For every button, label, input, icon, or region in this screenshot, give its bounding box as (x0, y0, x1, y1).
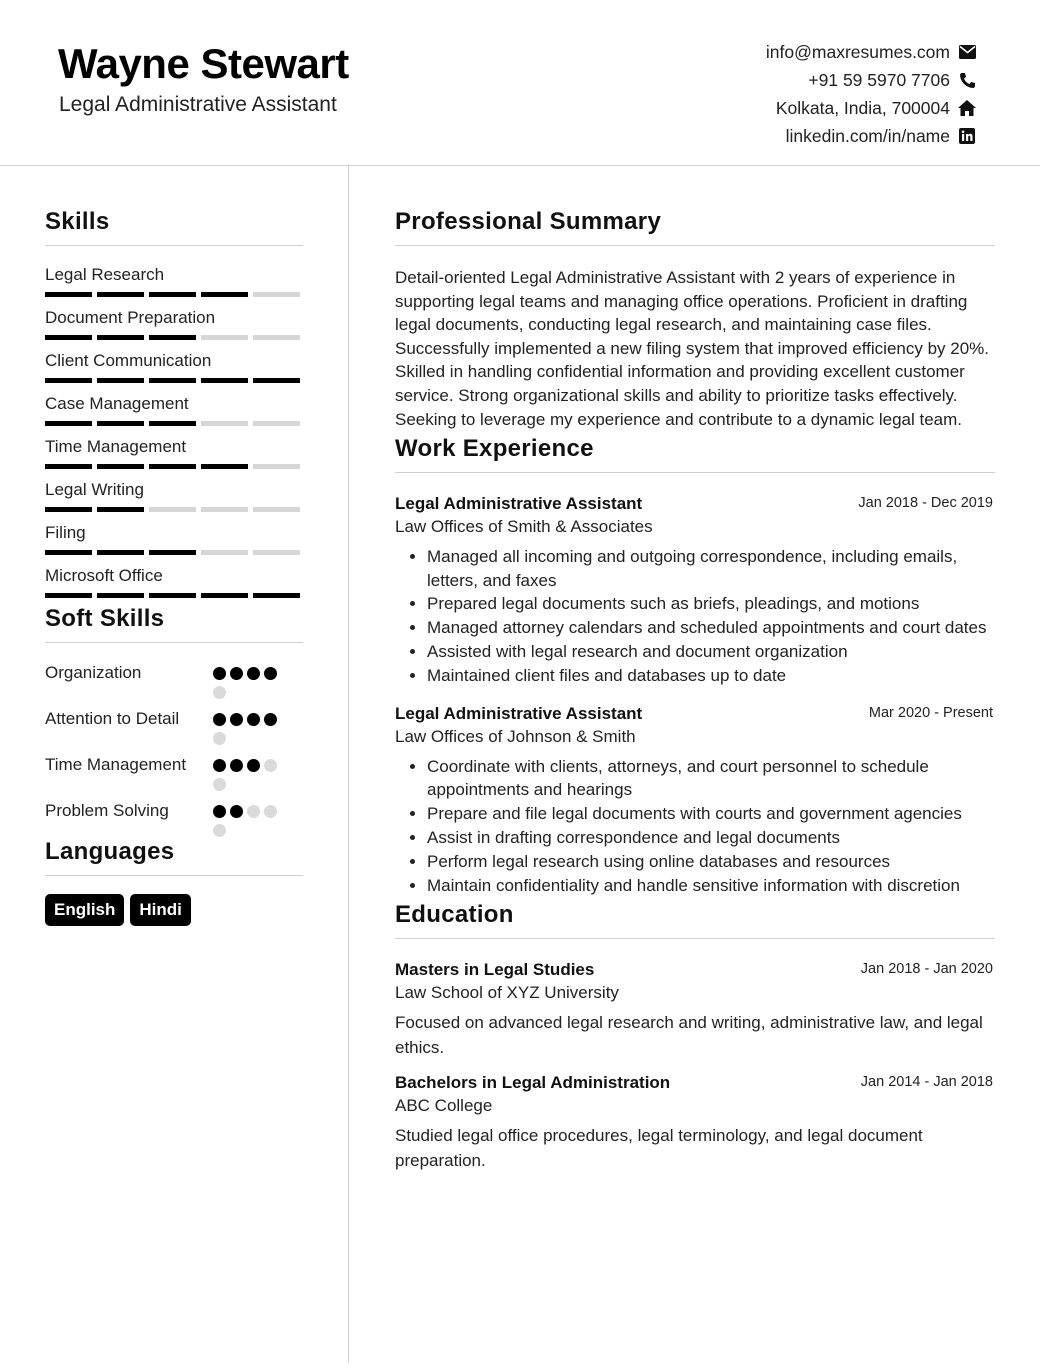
rating-dot (230, 759, 243, 772)
skill-level-bar (45, 593, 303, 598)
skill-item (45, 307, 303, 350)
skill-level-segment (253, 292, 300, 297)
rating-dot (230, 805, 243, 818)
soft-skill-rating (213, 799, 293, 837)
contact-address (766, 94, 976, 122)
rating-dot (264, 805, 277, 818)
skill-level-segment (201, 507, 248, 512)
skill-level-segment (253, 593, 300, 598)
skill-level-segment (45, 550, 92, 555)
job-bullet: • Managed all incoming and outgoing correspondence, including emails, letters, and faxes (427, 545, 995, 592)
skill-level-segment (45, 378, 92, 383)
education-description: Studied legal office procedures, legal terminology, and legal document preparation. (395, 1126, 923, 1170)
rating-dot (247, 713, 260, 726)
job-entry (395, 703, 995, 897)
skill-level-segment (253, 378, 300, 383)
summary-text: Detail-oriented Legal Administrative Assistant with 2 years of experience in supporting legal teams and managing office operations. Proficient in drafting legal documents, conducting legal research, and maintaining case files. Successfully implemented a new filing system that improved efficiency by 20%. Skilled in handling confidential information and providing excellent customer service. Strong organizational skills and ability to prioritize tasks effectively. Seeking to leverage my experience and contribute to a dynamic legal team. (395, 268, 990, 429)
contact-email-text: info@maxresumes.com (765, 41, 950, 62)
soft-skill-name: Time Management (45, 755, 187, 774)
education-entry (395, 1072, 995, 1173)
rating-dot (230, 713, 243, 726)
soft-skill-name: Attention to Detail (45, 709, 180, 728)
resume-header (0, 0, 1040, 166)
skill-level-segment (149, 421, 196, 426)
skill-item (45, 436, 303, 479)
skill-level-segment (253, 464, 300, 469)
education-degree: Bachelors in Legal Administration (395, 1073, 671, 1093)
job-bullet: • Assisted with legal research and document organization (427, 640, 995, 663)
linkedin-icon (958, 127, 976, 145)
contact-linkedin[interactable] (766, 122, 976, 150)
skill-name: Client Communication (45, 351, 212, 370)
skill-level-bar (45, 335, 303, 340)
skill-level-segment (201, 292, 248, 297)
skill-item (45, 393, 303, 436)
soft-skill-item (45, 753, 303, 791)
skill-item (45, 264, 303, 307)
skill-name: Filing (45, 523, 86, 542)
education-heading: Education (395, 901, 995, 939)
skill-level-segment (253, 421, 300, 426)
skill-level-bar (45, 292, 303, 297)
experience-heading: Work Experience (395, 435, 995, 473)
skill-level-segment (97, 335, 144, 340)
job-bullet: • Coordinate with clients, attorneys, and court personnel to schedule appointments and hearings (427, 755, 995, 802)
skill-level-segment (253, 550, 300, 555)
job-bullet: • Prepare and file legal documents with courts and government agencies (427, 802, 995, 825)
skill-level-segment (253, 507, 300, 512)
soft-skill-item (45, 799, 303, 837)
column-divider (348, 166, 349, 1362)
home-icon (958, 99, 976, 117)
skill-level-segment (149, 378, 196, 383)
education-dates: Jan 2018 - Jan 2020 (860, 961, 993, 978)
job-bullet: • Assist in drafting correspondence and legal documents (427, 826, 995, 849)
education-school: Law School of XYZ University (395, 983, 619, 1003)
skill-level-segment (97, 292, 144, 297)
education-entry (395, 959, 995, 1060)
skill-level-segment (45, 421, 92, 426)
candidate-role: Legal Administrative Assistant (59, 93, 337, 116)
right-column (395, 208, 995, 1173)
skill-level-segment (97, 421, 144, 426)
skill-level-segment (201, 593, 248, 598)
rating-dot (213, 805, 226, 818)
skill-level-bar (45, 464, 303, 469)
skill-level-segment (97, 464, 144, 469)
skill-level-segment (97, 550, 144, 555)
skill-item (45, 565, 303, 608)
job-bullet: • Maintained client files and databases up to date (427, 664, 995, 687)
job-bullets (395, 755, 995, 897)
education-description: Focused on advanced legal research and writing, administrative law, and legal ethics. (395, 1013, 983, 1057)
rating-dot (264, 667, 277, 680)
skill-item (45, 522, 303, 565)
skill-level-segment (149, 593, 196, 598)
rating-dot (213, 713, 226, 726)
rating-dot (213, 667, 226, 680)
contact-address-text: Kolkata, India, 700004 (775, 97, 950, 118)
rating-dot (213, 778, 226, 791)
skill-level-segment (149, 464, 196, 469)
skill-level-segment (45, 335, 92, 340)
skill-level-segment (149, 335, 196, 340)
rating-dot (213, 732, 226, 745)
summary-heading: Professional Summary (395, 208, 995, 246)
rating-dot (213, 686, 226, 699)
skill-name: Microsoft Office (45, 566, 163, 585)
rating-dot (264, 759, 277, 772)
skill-level-segment (201, 421, 248, 426)
skill-level-segment (45, 292, 92, 297)
skill-name: Case Management (45, 394, 189, 413)
rating-dot (247, 759, 260, 772)
rating-dot (247, 805, 260, 818)
skill-level-segment (149, 507, 196, 512)
rating-dot (213, 759, 226, 772)
rating-dot (213, 824, 226, 837)
skill-level-segment (97, 593, 144, 598)
language-badge: Hindi (130, 894, 191, 926)
left-column (45, 208, 303, 926)
education-school: ABC College (395, 1096, 493, 1116)
skills-heading: Skills (45, 208, 303, 246)
contact-info (766, 38, 976, 150)
skill-level-segment (97, 378, 144, 383)
contact-phone[interactable] (766, 66, 976, 94)
skill-item (45, 350, 303, 393)
education-list (395, 959, 995, 1173)
rating-dot (247, 667, 260, 680)
soft-skills-heading: Soft Skills (45, 605, 303, 643)
job-dates: Jan 2018 - Dec 2019 (858, 495, 993, 512)
job-bullet: • Perform legal research using online databases and resources (427, 850, 995, 873)
skill-level-segment (201, 464, 248, 469)
skill-item (45, 479, 303, 522)
skill-name: Legal Research (45, 265, 165, 284)
job-company: Law Offices of Johnson & Smith (395, 726, 636, 746)
contact-linkedin-text: linkedin.com/in/name (785, 125, 950, 146)
job-bullet: • Maintain confidentiality and handle sensitive information with discretion (427, 874, 995, 897)
candidate-name: Wayne Stewart (58, 40, 349, 87)
skill-level-segment (149, 550, 196, 555)
skill-level-segment (45, 464, 92, 469)
soft-skill-item (45, 661, 303, 699)
contact-email[interactable] (766, 38, 976, 66)
skills-list (45, 264, 303, 608)
job-title: Legal Administrative Assistant (395, 494, 643, 514)
skill-name: Document Preparation (45, 308, 216, 327)
soft-skills-list (45, 661, 303, 837)
soft-skill-name: Organization (45, 663, 142, 682)
job-entry (395, 493, 995, 687)
skill-level-segment (253, 335, 300, 340)
skill-level-segment (45, 507, 92, 512)
job-company: Law Offices of Smith & Associates (395, 517, 653, 537)
education-dates: Jan 2014 - Jan 2018 (860, 1074, 993, 1091)
languages-list (45, 894, 303, 926)
job-dates: Mar 2020 - Present (868, 704, 993, 721)
languages-heading: Languages (45, 838, 303, 876)
skill-level-segment (201, 335, 248, 340)
contact-phone-text: +91 59 5970 7706 (808, 69, 950, 90)
job-bullet: • Prepared legal documents such as briefs, pleadings, and motions (427, 592, 995, 615)
skill-level-bar (45, 378, 303, 383)
job-title: Legal Administrative Assistant (395, 703, 643, 723)
education-degree: Masters in Legal Studies (395, 960, 595, 980)
soft-skill-name: Problem Solving (45, 801, 169, 820)
soft-skill-rating (213, 661, 293, 699)
rating-dot (230, 667, 243, 680)
language-badge: English (45, 894, 124, 926)
skill-level-segment (97, 507, 144, 512)
skill-name: Time Management (45, 437, 187, 456)
phone-icon (958, 71, 976, 89)
skill-level-segment (201, 378, 248, 383)
skill-level-bar (45, 550, 303, 555)
skill-level-bar (45, 507, 303, 512)
skill-level-segment (149, 292, 196, 297)
envelope-icon (958, 43, 976, 61)
rating-dot (264, 713, 277, 726)
skill-level-bar (45, 421, 303, 426)
skill-level-segment (201, 550, 248, 555)
experience-list (395, 493, 995, 897)
soft-skill-item (45, 707, 303, 745)
skill-level-segment (45, 593, 92, 598)
skill-name: Legal Writing (45, 480, 144, 499)
job-bullets (395, 545, 995, 687)
job-bullet: • Managed attorney calendars and scheduled appointments and court dates (427, 616, 995, 639)
soft-skill-rating (213, 707, 293, 745)
soft-skill-rating (213, 753, 293, 791)
